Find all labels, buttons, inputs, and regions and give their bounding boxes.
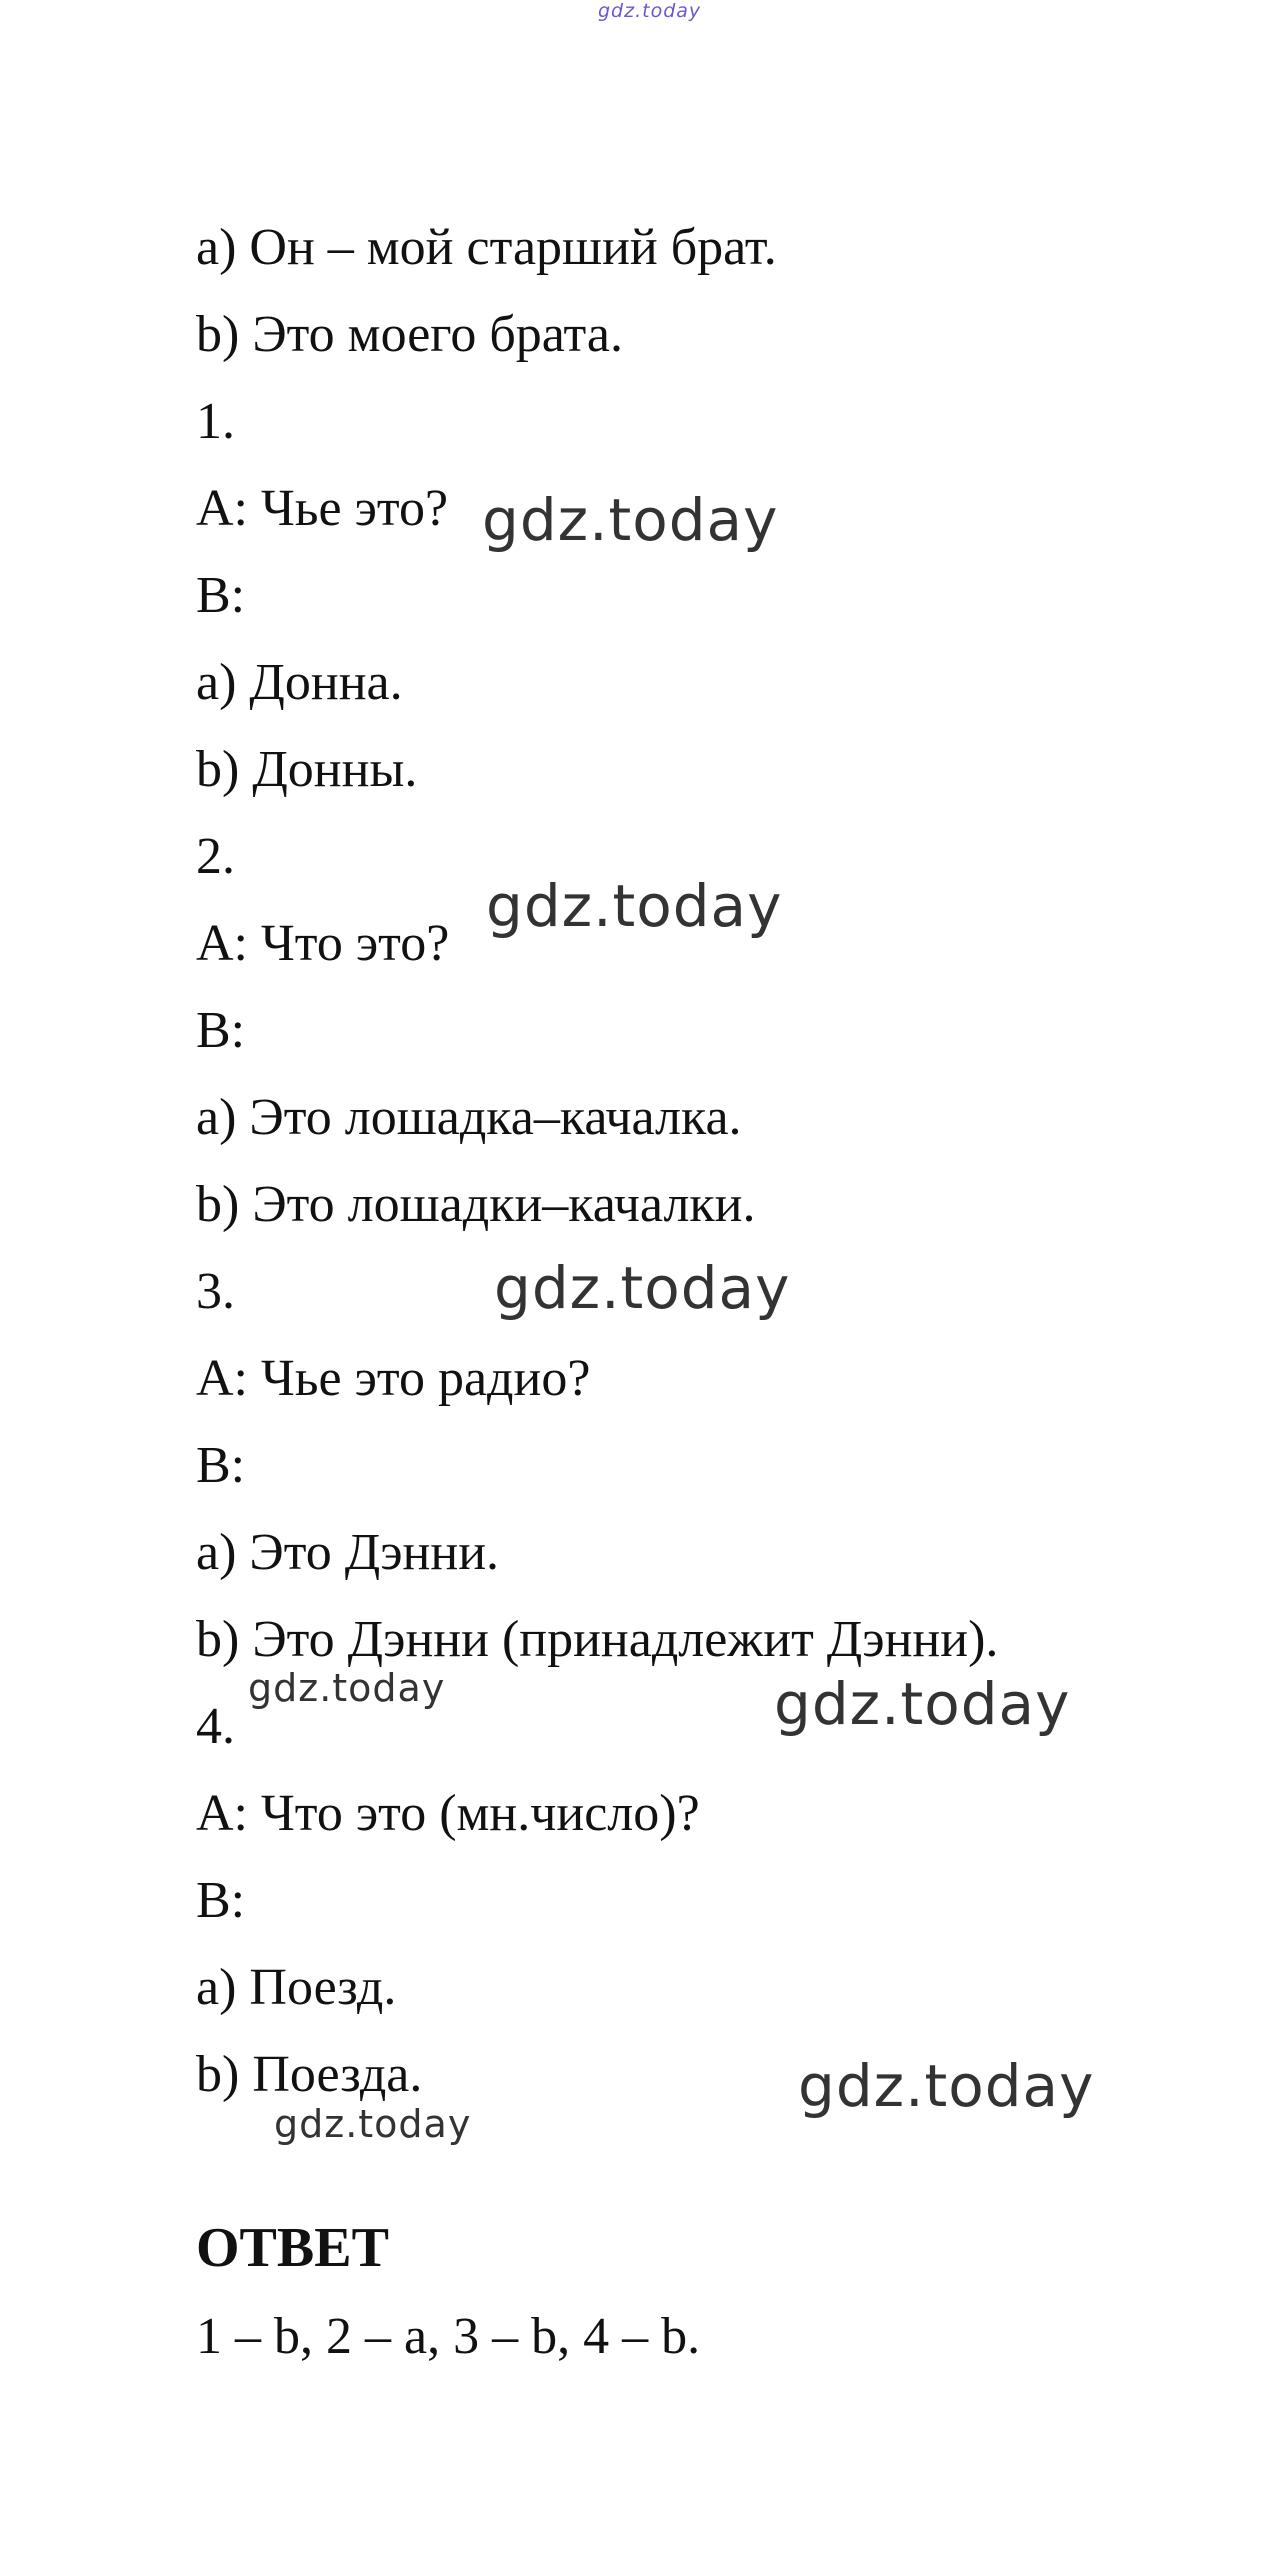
text-line: 3. — [196, 1263, 235, 1320]
answer-text: 1 – b, 2 – a, 3 – b, 4 – b. — [196, 2308, 701, 2365]
watermark: gdz.today — [774, 1670, 1071, 1738]
answer-heading: ОТВЕТ — [196, 2217, 389, 2279]
text-line: a) Поезд. — [196, 1959, 397, 2016]
text-line: b) Это Дэнни (принадлежит Дэнни). — [196, 1611, 999, 1668]
text-line: A: Что это? — [196, 915, 450, 972]
text-line: b) Поезда. — [196, 2046, 423, 2103]
text-line: A: Что это (мн.число)? — [196, 1785, 700, 1842]
watermark: gdz.today — [248, 1666, 446, 1710]
text-line: 4. — [196, 1698, 235, 1755]
text-line: B: — [196, 1872, 246, 1929]
text-line: a) Донна. — [196, 654, 403, 711]
watermark: gdz.today — [494, 1254, 791, 1322]
text-line: a) Он – мой старший брат. — [196, 219, 777, 276]
text-line: b) Это моего брата. — [196, 306, 623, 363]
text-line: a) Это лошадка–качалка. — [196, 1089, 742, 1146]
text-line: b) Это лошадки–качалки. — [196, 1176, 756, 1233]
watermark: gdz.today — [482, 486, 779, 554]
watermark-top: gdz.today — [598, 0, 702, 22]
watermark: gdz.today — [798, 2052, 1095, 2120]
text-line: 2. — [196, 828, 235, 885]
text-line: B: — [196, 567, 246, 624]
text-line: b) Донны. — [196, 741, 418, 798]
text-line: B: — [196, 1002, 246, 1059]
text-line: 1. — [196, 393, 235, 450]
text-line: a) Это Дэнни. — [196, 1524, 500, 1581]
text-line: A: Чье это радио? — [196, 1350, 591, 1407]
text-line: B: — [196, 1437, 246, 1494]
watermark: gdz.today — [486, 872, 783, 940]
watermark: gdz.today — [274, 2102, 472, 2146]
text-line: A: Чье это? — [196, 480, 449, 537]
